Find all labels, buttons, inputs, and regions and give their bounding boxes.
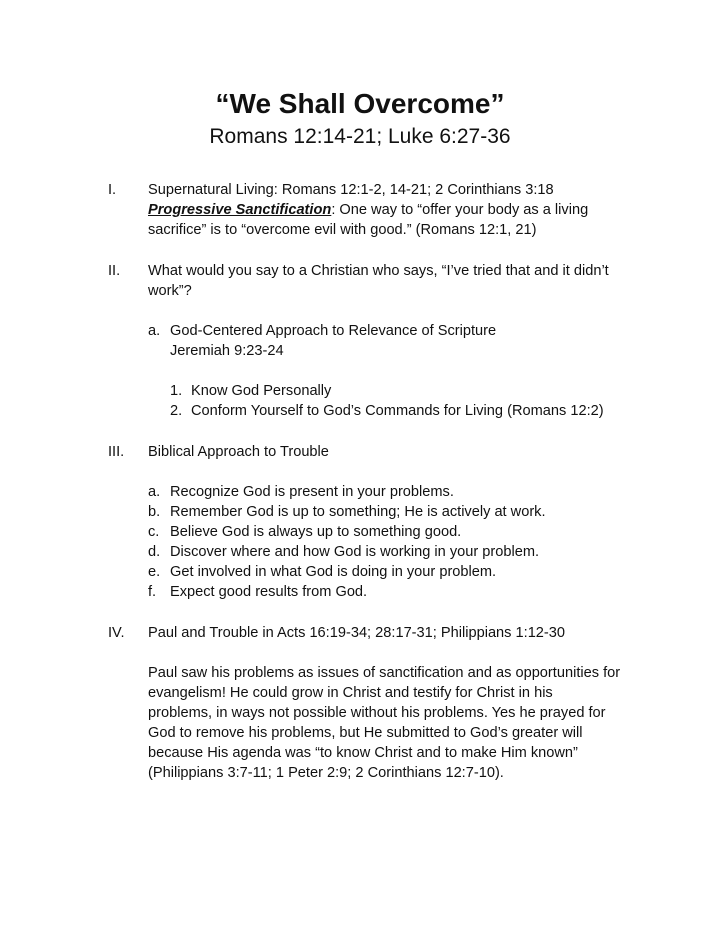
list-marker: c. bbox=[148, 524, 160, 540]
section-numeral: IV. bbox=[108, 625, 125, 641]
list-marker: e. bbox=[148, 564, 161, 580]
section-heading: Supernatural Living: Romans 12:1-2, 14-21; 2 Corinthians 3:18 bbox=[148, 182, 554, 198]
list-marker: b. bbox=[148, 504, 161, 520]
paragraph-line: evangelism! He could grow in Christ and testify for Christ in his bbox=[148, 685, 553, 701]
list-marker: 1. bbox=[170, 383, 183, 399]
list-marker: a. bbox=[148, 484, 161, 500]
section-numeral: I. bbox=[108, 182, 117, 198]
paragraph-line: problems, in ways not possible without his problems. Yes he prayed for bbox=[148, 705, 606, 721]
paragraph-line: (Philippians 3:7-11; 1 Peter 2:9; 2 Corinthians 12:7-10). bbox=[148, 765, 504, 781]
page-subtitle: Romans 12:14-21; Luke 6:27-36 bbox=[209, 125, 511, 148]
list-item: Discover where and how God is working in your problem. bbox=[170, 544, 540, 560]
list-item: Remember God is up to something; He is actively at work. bbox=[170, 504, 546, 520]
list-marker: 2. bbox=[170, 403, 183, 419]
list-item: Get involved in what God is doing in your problem. bbox=[170, 564, 497, 580]
section-numeral: III. bbox=[108, 444, 125, 460]
section-line: sacrifice” is to “overcome evil with good.” (Romans 12:1, 21) bbox=[148, 222, 537, 238]
key-term: Progressive Sanctification bbox=[148, 202, 332, 218]
list-marker: d. bbox=[148, 544, 161, 560]
section-heading: Biblical Approach to Trouble bbox=[148, 444, 329, 460]
section-numeral: II. bbox=[108, 263, 121, 279]
paragraph-line: God to remove his problems, but He submitted to God’s greater will bbox=[148, 725, 583, 741]
list-item: Expect good results from God. bbox=[170, 584, 368, 600]
section-heading: What would you say to a Christian who says, “I’ve tried that and it didn’t bbox=[148, 263, 609, 279]
list-marker: a. bbox=[148, 323, 161, 339]
section-heading: Paul and Trouble in Acts 16:19-34; 28:17-31; Philippians 1:12-30 bbox=[148, 625, 566, 641]
subsection-heading: God-Centered Approach to Relevance of Scripture bbox=[170, 323, 497, 339]
paragraph-line: because His agenda was “to know Christ and to make Him known” bbox=[148, 745, 578, 761]
paragraph-line: Paul saw his problems as issues of sanctification and as opportunities for bbox=[148, 665, 621, 681]
scripture-reference: Jeremiah 9:23-24 bbox=[170, 343, 284, 359]
list-marker: f. bbox=[148, 584, 157, 600]
list-item: Conform Yourself to God’s Commands for Living (Romans 12:2) bbox=[191, 403, 604, 419]
section-line: work”? bbox=[148, 283, 192, 299]
list-item: Know God Personally bbox=[191, 383, 332, 399]
key-term-definition: : One way to “offer your body as a living bbox=[331, 202, 589, 218]
section-line bbox=[148, 200, 648, 220]
list-item: Recognize God is present in your problems. bbox=[170, 484, 454, 500]
list-item: Believe God is always up to something good. bbox=[170, 524, 462, 540]
page-title: “We Shall Overcome” bbox=[215, 88, 505, 119]
